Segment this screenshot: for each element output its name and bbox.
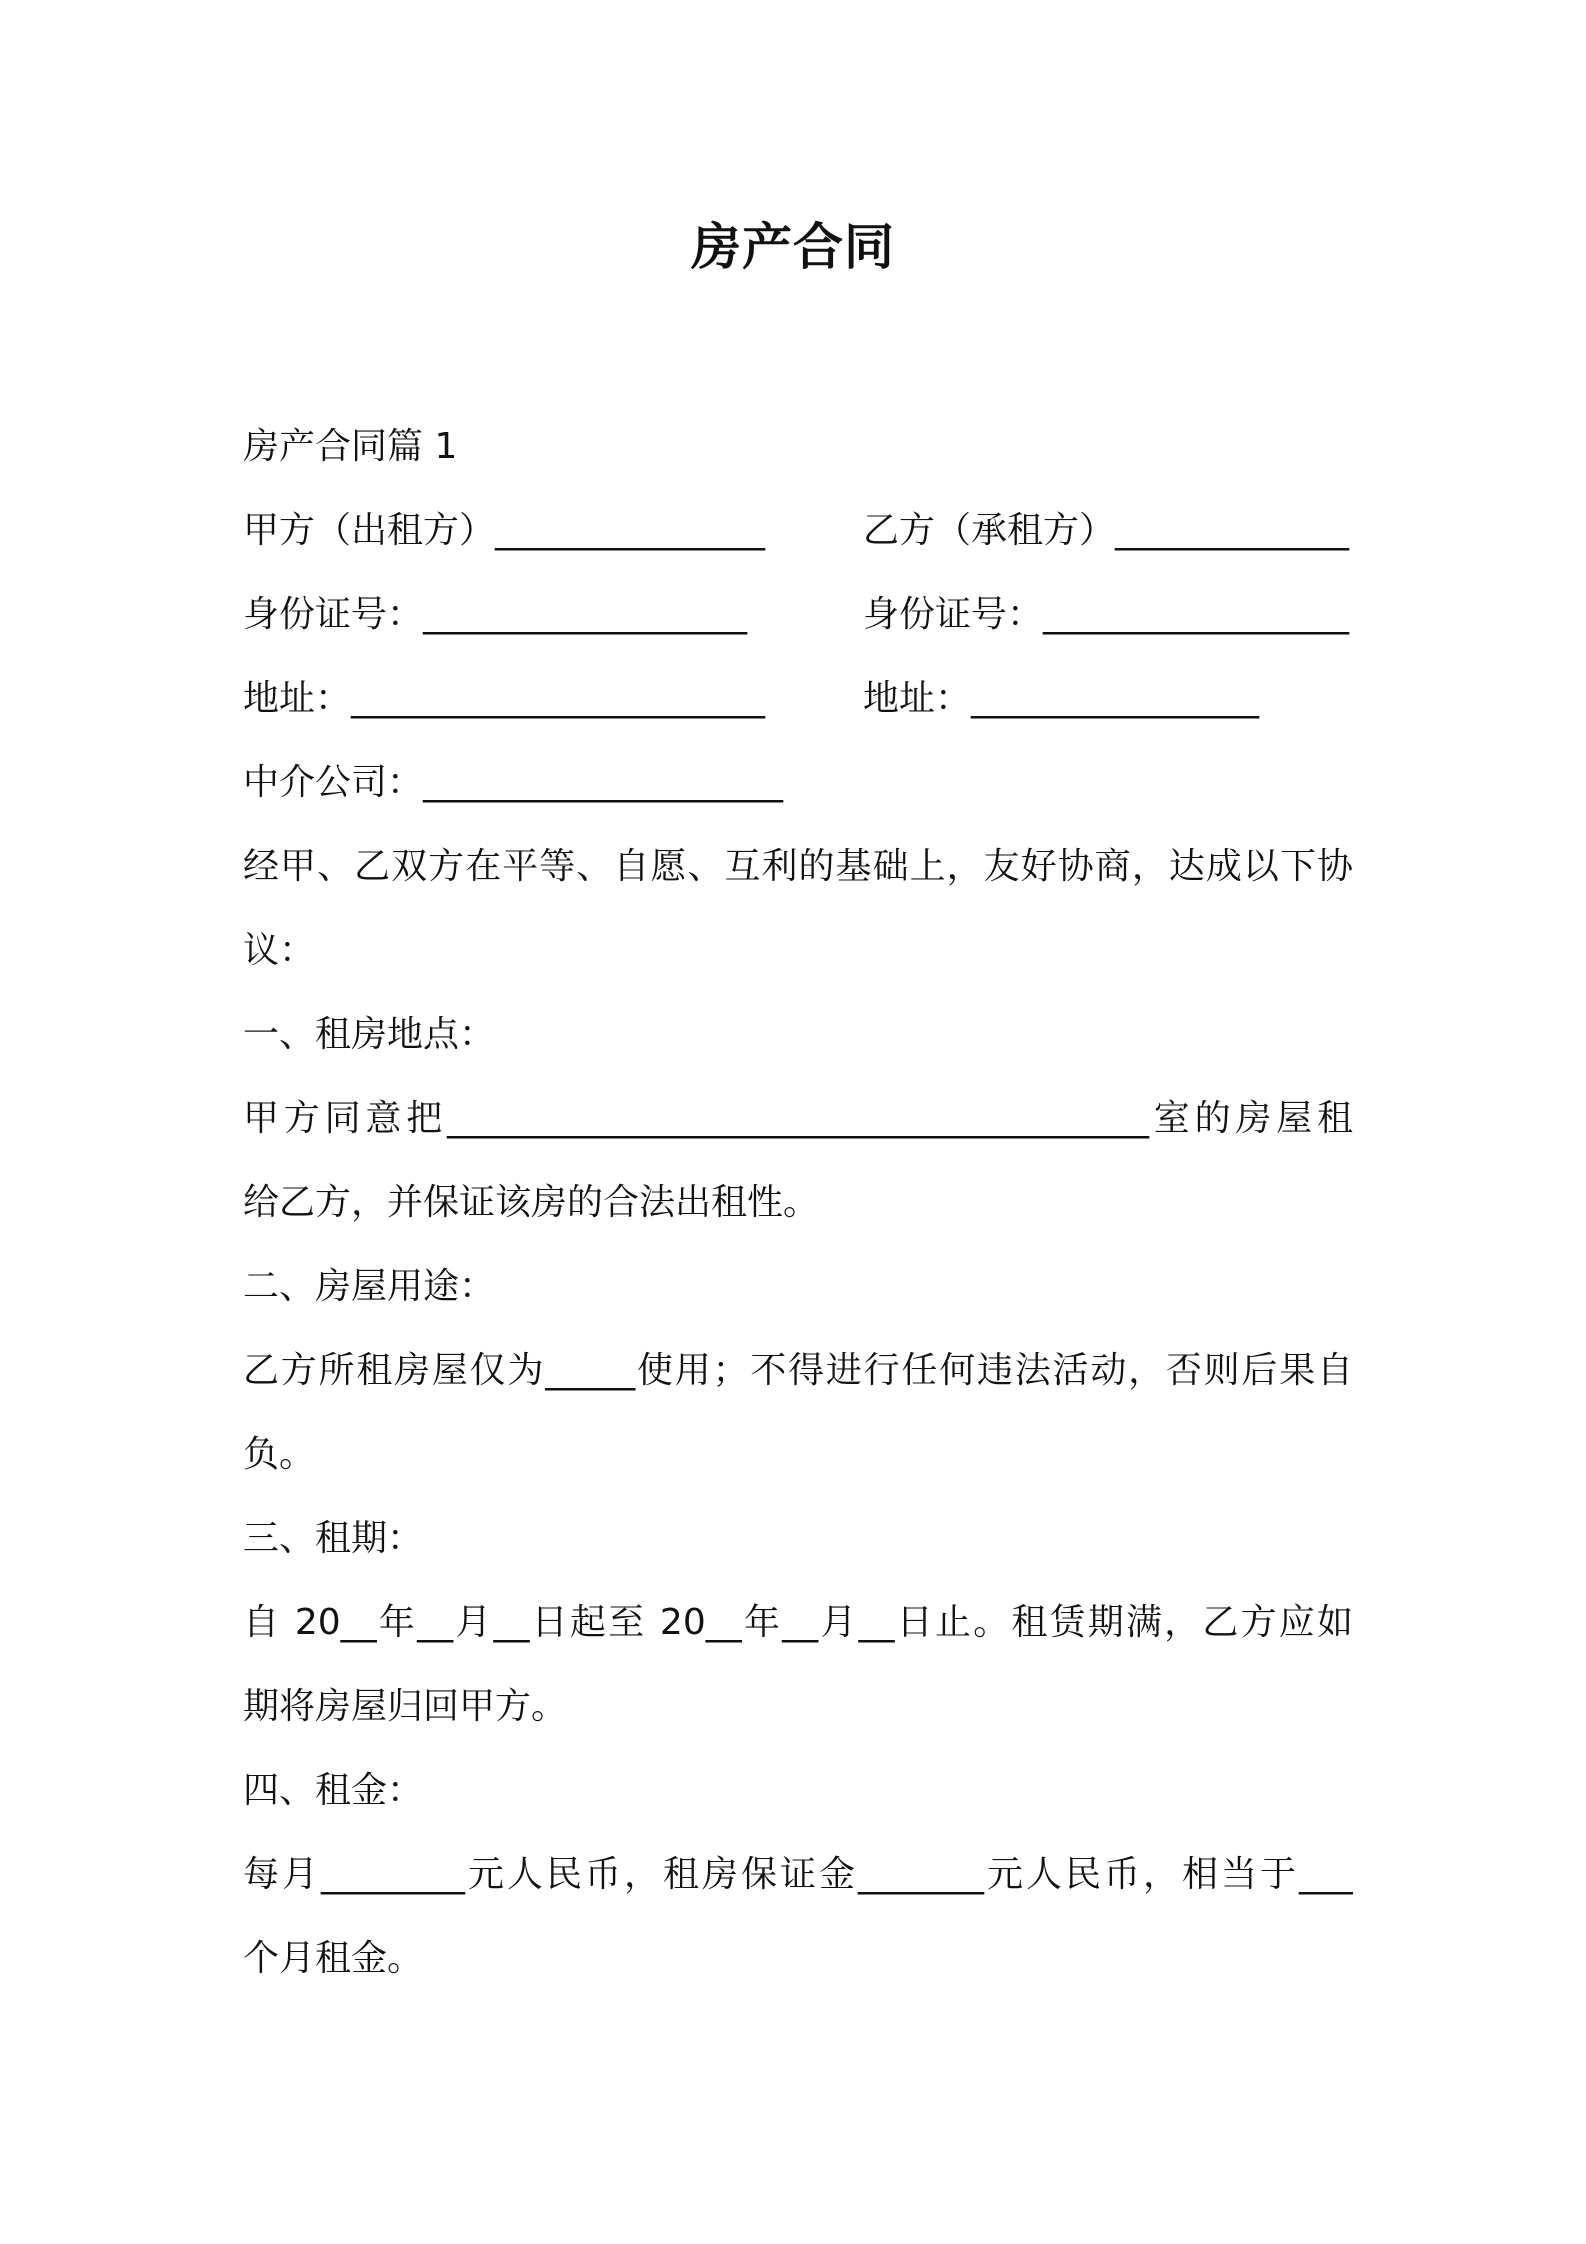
clause-4-line-1: 每月________元人民币，租房保证金_______元人民币，相当于___ xyxy=(243,1854,1353,1895)
clause-1-line-1: 甲方同意把_______________________________________室的房屋租 xyxy=(243,1098,1353,1139)
lessor-address-field: 地址：_______________________ xyxy=(243,678,766,719)
clause-3-line-2: 期将房屋归回甲方。 xyxy=(243,1686,568,1727)
clause-2-heading: 二、房屋用途： xyxy=(243,1266,496,1307)
document-body xyxy=(243,405,1353,2001)
lessee-address-field: 地址：________________ xyxy=(863,678,1260,719)
intro-line-1: 经甲、乙双方在平等、自愿、互利的基础上，友好协商，达成以下协 xyxy=(243,846,1353,887)
clause-1-heading: 一、租房地点： xyxy=(243,1014,496,1055)
party-row xyxy=(243,489,1353,573)
address-row xyxy=(243,657,1353,741)
lessee-label: 乙方（承租方）_____________ xyxy=(863,510,1350,551)
clause-3-heading: 三、租期： xyxy=(243,1518,424,1559)
clause-1-line-2: 给乙方，并保证该房的合法出租性。 xyxy=(243,1182,820,1223)
clause-3-line-1: 自 20__年__月__日起至 20__年__月__日止。租赁期满，乙方应如 xyxy=(243,1602,1353,1643)
lessor-label: 甲方（出租方）_______________ xyxy=(243,510,766,551)
clause-4-line-2: 个月租金。 xyxy=(243,1938,424,1979)
document-title: 房产合同 xyxy=(691,218,895,276)
lessee-id-field: 身份证号：_________________ xyxy=(863,594,1350,635)
clause-2-line-2: 负。 xyxy=(243,1434,316,1475)
section-heading: 房产合同篇 1 xyxy=(243,426,458,467)
clause-2-line-1: 乙方所租房屋仅为_____使用；不得进行任何违法活动，否则后果自 xyxy=(243,1350,1353,1391)
id-row xyxy=(243,573,1353,657)
lessor-id-field: 身份证号：__________________ xyxy=(243,594,748,635)
agency-field: 中介公司：____________________ xyxy=(243,762,784,803)
intro-line-2: 议： xyxy=(243,930,316,971)
clause-4-heading: 四、租金： xyxy=(243,1770,424,1811)
